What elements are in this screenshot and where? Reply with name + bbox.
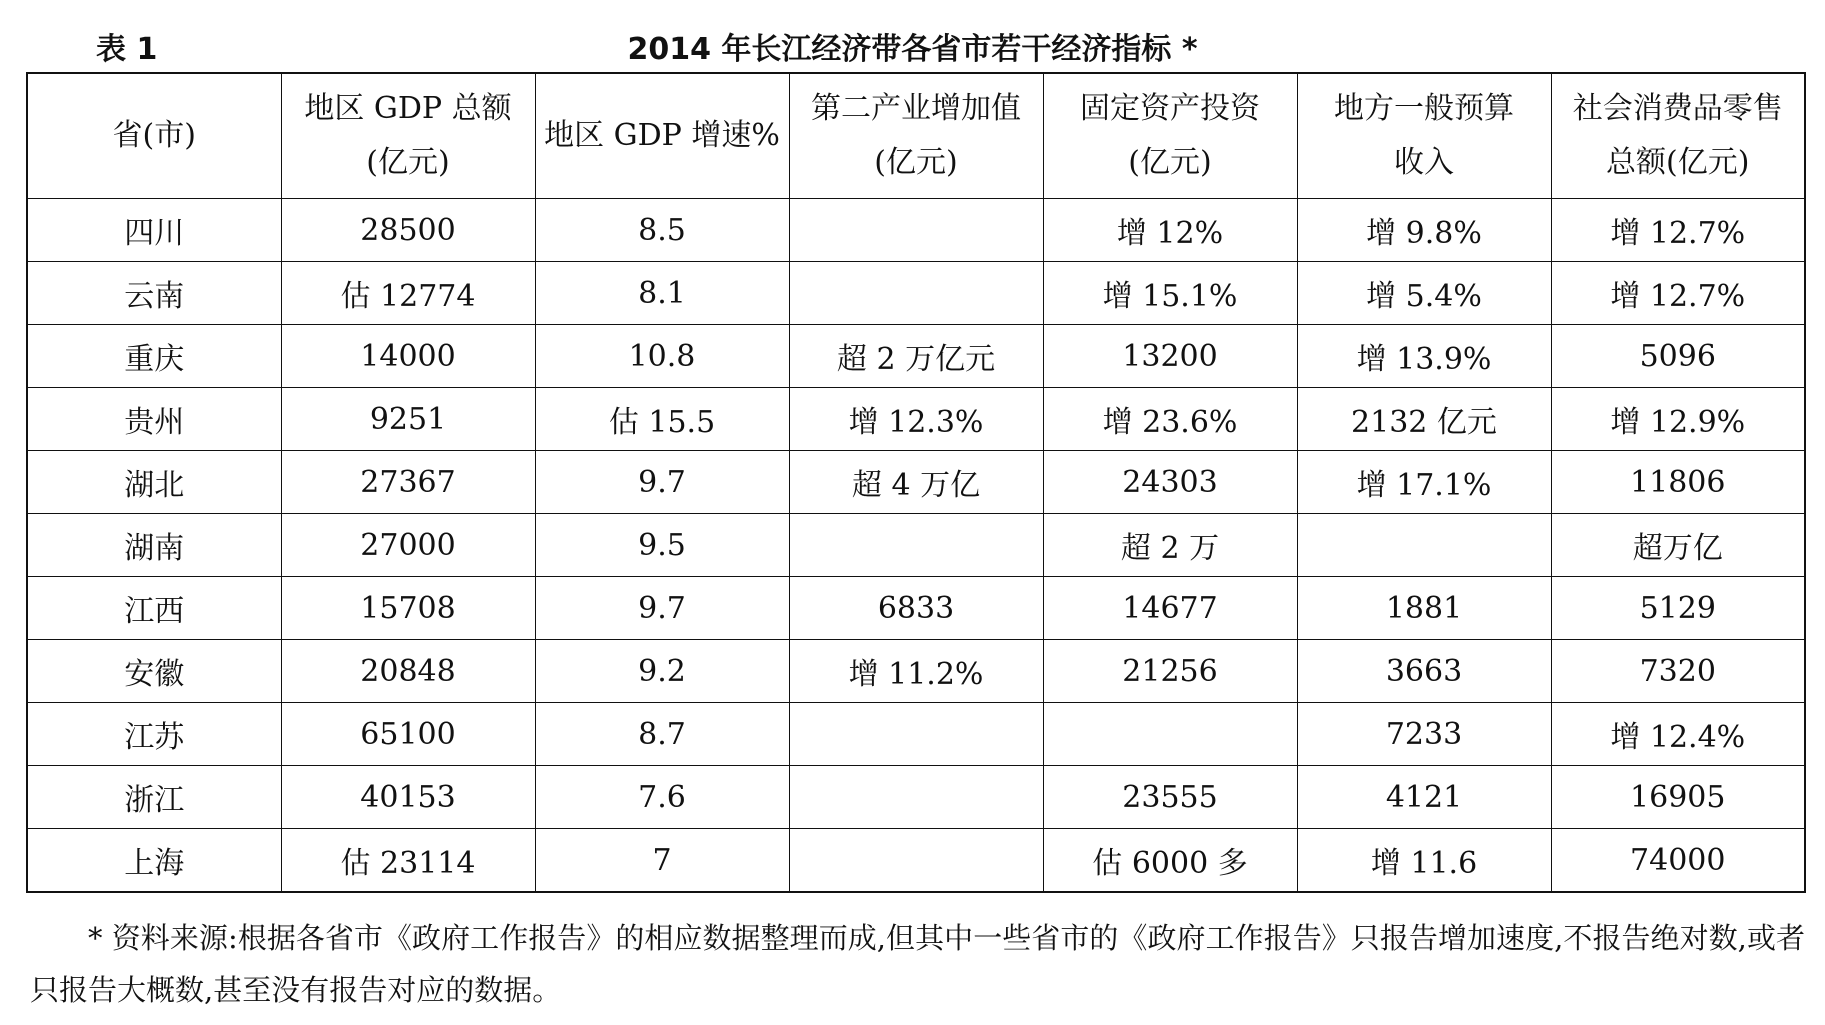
table-cell: [789, 766, 1043, 829]
province-cell: 四川: [27, 199, 281, 262]
table-row: [27, 325, 1805, 388]
table-cell: 24303: [1043, 451, 1297, 514]
table-cell: 超万亿: [1551, 514, 1805, 577]
table-cell: 8.5: [535, 199, 789, 262]
table-cell: 增 12%: [1043, 199, 1297, 262]
table-cell: 6833: [789, 577, 1043, 640]
province-cell: 浙江: [27, 766, 281, 829]
table-cell: 9.5: [535, 514, 789, 577]
province-cell: 湖北: [27, 451, 281, 514]
table-cell: 9.7: [535, 577, 789, 640]
table-cell: 增 13.9%: [1297, 325, 1551, 388]
table-cell: 超 2 万亿元: [789, 325, 1043, 388]
table-cell: 3663: [1297, 640, 1551, 703]
table-row: [27, 703, 1805, 766]
table-row: [27, 262, 1805, 325]
province-cell: 安徽: [27, 640, 281, 703]
table-cell: 15708: [281, 577, 535, 640]
table-caption: 表 1: [96, 32, 158, 67]
table-title: 2014 年长江经济带各省市若干经济指标 *: [627, 32, 1198, 67]
column-header: 第二产业增加值 (亿元): [789, 73, 1043, 199]
column-header: 社会消费品零售 总额(亿元): [1551, 73, 1805, 199]
table-cell: 27367: [281, 451, 535, 514]
table-row: [27, 514, 1805, 577]
table-cell: 1881: [1297, 577, 1551, 640]
table-row: [27, 640, 1805, 703]
table-cell: 增 12.7%: [1551, 262, 1805, 325]
province-cell: 贵州: [27, 388, 281, 451]
table-row: [27, 451, 1805, 514]
table-cell: 超 2 万: [1043, 514, 1297, 577]
table-cell: 增 15.1%: [1043, 262, 1297, 325]
table-cell: 8.1: [535, 262, 789, 325]
table-cell: 8.7: [535, 703, 789, 766]
table-cell: [789, 199, 1043, 262]
table-cell: 16905: [1551, 766, 1805, 829]
table-cell: 增 17.1%: [1297, 451, 1551, 514]
table-cell: [1043, 703, 1297, 766]
table-body: [27, 199, 1805, 893]
province-cell: 江苏: [27, 703, 281, 766]
table-cell: 40153: [281, 766, 535, 829]
province-cell: 重庆: [27, 325, 281, 388]
table-cell: 估 15.5: [535, 388, 789, 451]
column-header: 地方一般预算 收入: [1297, 73, 1551, 199]
table-cell: 5129: [1551, 577, 1805, 640]
table-cell: 9.7: [535, 451, 789, 514]
table-cell: 14677: [1043, 577, 1297, 640]
table-cell: 估 6000 多: [1043, 829, 1297, 893]
table-cell: 7320: [1551, 640, 1805, 703]
table-cell: 增 11.6: [1297, 829, 1551, 893]
table-cell: 5096: [1551, 325, 1805, 388]
table-cell: 65100: [281, 703, 535, 766]
table-row: [27, 766, 1805, 829]
table-cell: 增 12.9%: [1551, 388, 1805, 451]
province-cell: 湖南: [27, 514, 281, 577]
table-cell: 13200: [1043, 325, 1297, 388]
table-row: [27, 199, 1805, 262]
table-cell: 估 23114: [281, 829, 535, 893]
table-cell: 超 4 万亿: [789, 451, 1043, 514]
table-cell: [789, 829, 1043, 893]
province-cell: 云南: [27, 262, 281, 325]
table-cell: 9251: [281, 388, 535, 451]
table-cell: 估 12774: [281, 262, 535, 325]
table-cell: 10.8: [535, 325, 789, 388]
table-cell: 增 5.4%: [1297, 262, 1551, 325]
table-cell: 11806: [1551, 451, 1805, 514]
table-cell: 2132 亿元: [1297, 388, 1551, 451]
table-cell: [789, 514, 1043, 577]
column-header: 地区 GDP 总额 (亿元): [281, 73, 535, 199]
table-cell: 增 9.8%: [1297, 199, 1551, 262]
province-cell: 上海: [27, 829, 281, 893]
table-cell: 28500: [281, 199, 535, 262]
province-cell: 江西: [27, 577, 281, 640]
header-row: [27, 73, 1805, 199]
table-cell: 9.2: [535, 640, 789, 703]
footnote: * 资料来源:根据各省市《政府工作报告》的相应数据整理而成,但其中一些省市的《政府工作报告》只报告增加速度,不报告绝对数,或者只报告大概数,甚至没有报告对应的数据。: [30, 921, 1805, 1007]
table-cell: 21256: [1043, 640, 1297, 703]
table-cell: 23555: [1043, 766, 1297, 829]
table-cell: 74000: [1551, 829, 1805, 893]
table-cell: 7: [535, 829, 789, 893]
table-cell: 14000: [281, 325, 535, 388]
table-cell: [789, 262, 1043, 325]
table-cell: 增 23.6%: [1043, 388, 1297, 451]
table-cell: [1297, 514, 1551, 577]
table-cell: 20848: [281, 640, 535, 703]
table-cell: 4121: [1297, 766, 1551, 829]
column-header: 省(市): [27, 73, 281, 199]
table-cell: 增 12.4%: [1551, 703, 1805, 766]
table-cell: 增 11.2%: [789, 640, 1043, 703]
column-header: 地区 GDP 增速%: [535, 73, 789, 199]
table-row: [27, 577, 1805, 640]
economic-indicators-table: [26, 72, 1806, 893]
table-row: [27, 829, 1805, 893]
table-cell: 增 12.7%: [1551, 199, 1805, 262]
table-cell: 增 12.3%: [789, 388, 1043, 451]
table-cell: 7.6: [535, 766, 789, 829]
table-row: [27, 388, 1805, 451]
table-cell: 27000: [281, 514, 535, 577]
column-header: 固定资产投资 (亿元): [1043, 73, 1297, 199]
table-cell: [789, 703, 1043, 766]
table-cell: 7233: [1297, 703, 1551, 766]
